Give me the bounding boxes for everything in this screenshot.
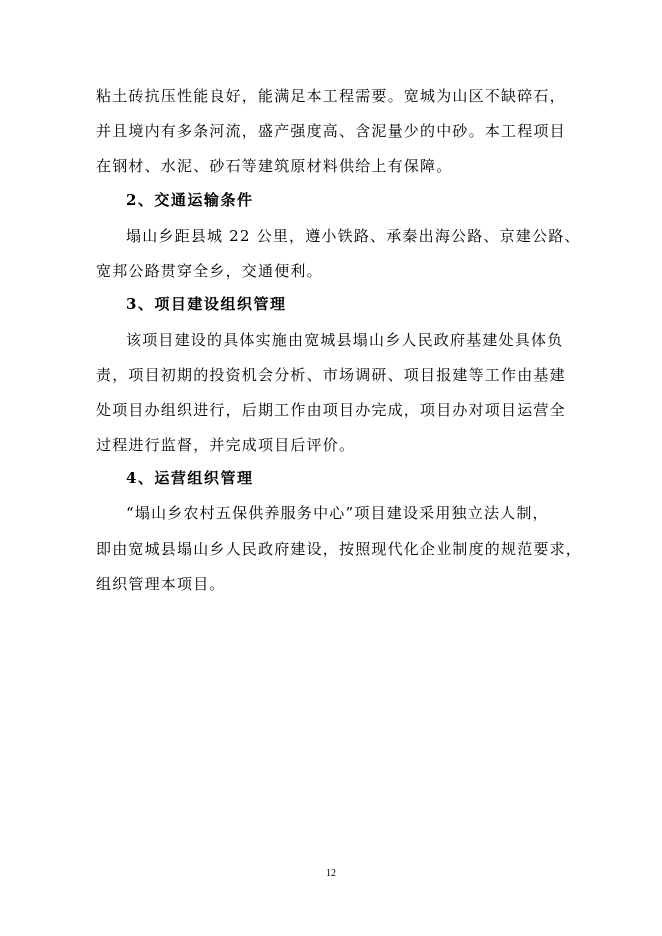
section-3-line-3: 处项目办组织进行，后期工作由项目办完成，项目办对项目运营全 xyxy=(96,401,566,419)
section-4-heading: 4、运营组织管理 xyxy=(126,469,254,487)
section-4-line-3: 组织管理本项目。 xyxy=(96,575,226,593)
section-3-heading: 3、项目建设组织管理 xyxy=(126,295,287,313)
section-3-line-2: 责，项目初期的投资机会分析、市场调研、项目报建等工作由基建 xyxy=(96,366,566,384)
page-number: 12 xyxy=(326,868,336,879)
section-3-line-1: 该项目建设的具体实施由宽城县塌山乡人民政府基建处具体负 xyxy=(126,331,564,349)
paragraph-1-line-3: 在钢材、水泥、砂石等建筑原材料供给上有保障。 xyxy=(96,157,453,175)
section-4-line-2: 即由宽城县塌山乡人民政府建设，按照现代化企业制度的规范要求， xyxy=(96,540,583,558)
paragraph-1-line-2: 并且境内有多条河流，盛产强度高、含泥量少的中砂。本工程项目 xyxy=(96,122,566,140)
section-4-line-1: “塌山乡农村五保供养服务中心”项目建设采用独立法人制， xyxy=(126,504,549,522)
section-2-heading: 2、交通运输条件 xyxy=(126,191,254,209)
section-2-line-1: 塌山乡距县城 22 公里，遵小铁路、承秦出海公路、京建公路、 xyxy=(126,227,581,245)
paragraph-1-line-1: 粘土砖抗压性能良好，能满足本工程需要。宽城为山区不缺碎石， xyxy=(96,87,566,105)
section-2-line-2: 宽邦公路贯穿全乡，交通便利。 xyxy=(96,262,323,280)
section-3-line-4: 过程进行监督，并完成项目后评价。 xyxy=(96,436,356,454)
